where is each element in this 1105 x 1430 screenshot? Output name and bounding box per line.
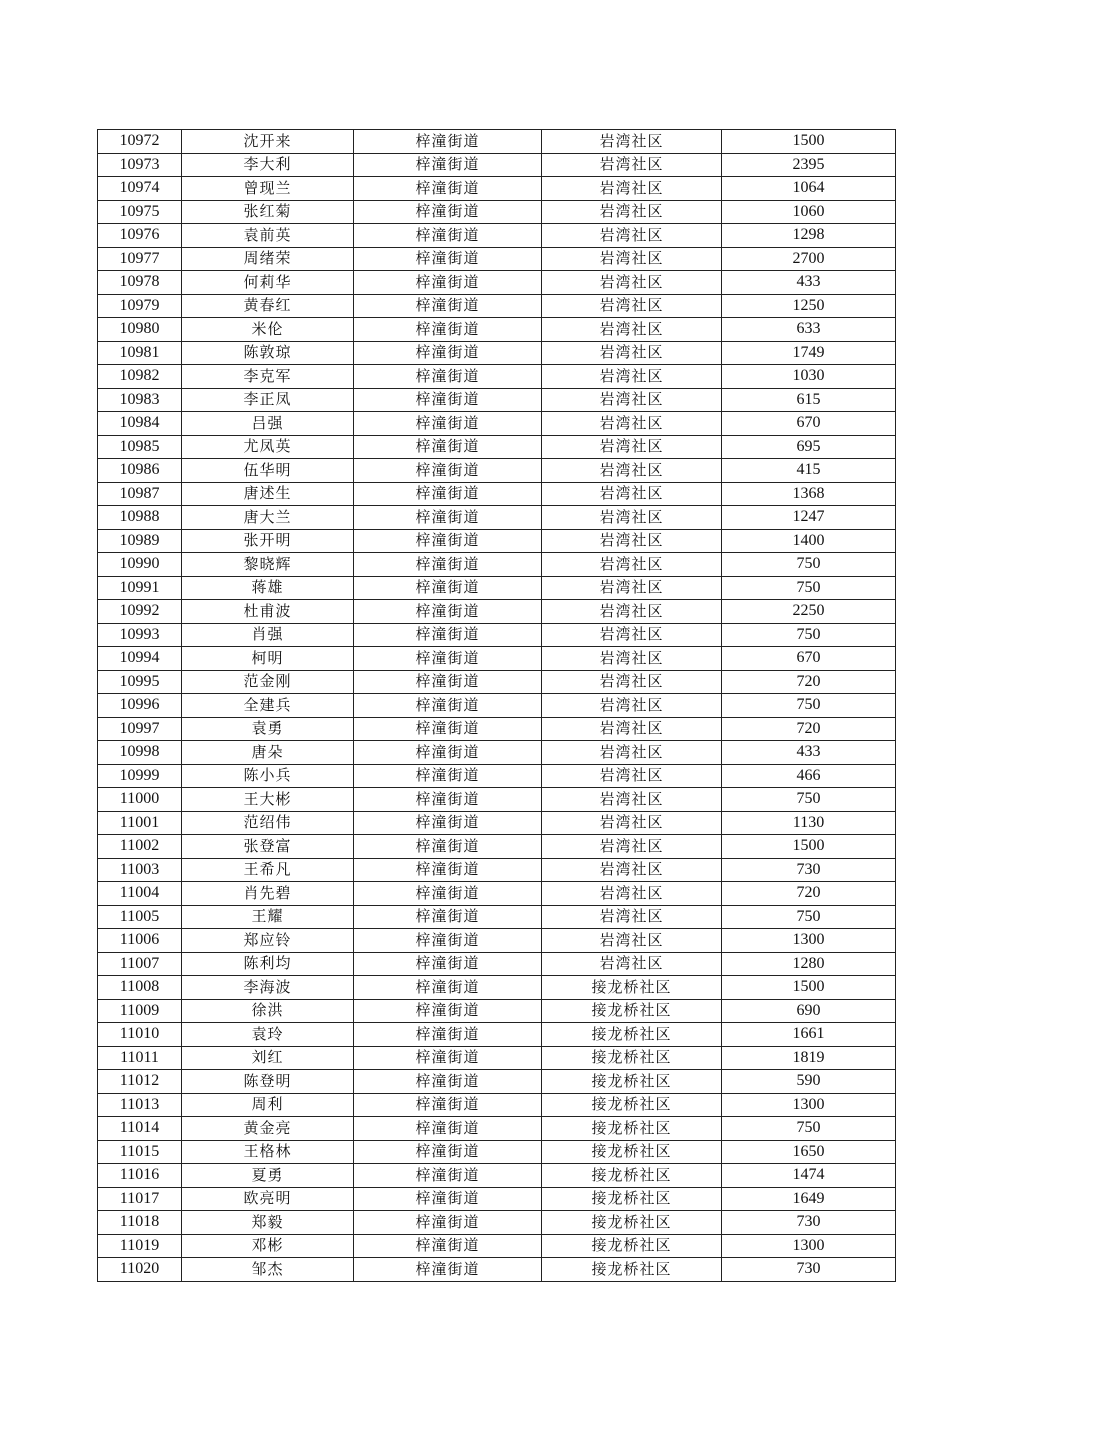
record-id-cell: 11004	[98, 882, 182, 906]
table-row	[98, 412, 896, 436]
amount-cell: 1300	[722, 1093, 896, 1117]
record-id-cell: 10984	[98, 412, 182, 436]
table-row	[98, 1023, 896, 1047]
community-cell: 岩湾社区	[542, 459, 722, 483]
record-id-cell: 10999	[98, 764, 182, 788]
table-row	[98, 482, 896, 506]
community-cell: 岩湾社区	[542, 388, 722, 412]
name-cell: 李正凤	[182, 388, 354, 412]
table-row	[98, 952, 896, 976]
community-cell: 接龙桥社区	[542, 1187, 722, 1211]
community-cell: 岩湾社区	[542, 130, 722, 154]
table-row	[98, 1164, 896, 1188]
subdistrict-cell: 梓潼街道	[354, 999, 542, 1023]
amount-cell: 590	[722, 1070, 896, 1094]
subdistrict-cell: 梓潼街道	[354, 882, 542, 906]
record-id-cell: 10997	[98, 717, 182, 741]
name-cell: 李大利	[182, 153, 354, 177]
subdistrict-cell: 梓潼街道	[354, 952, 542, 976]
record-id-cell: 10982	[98, 365, 182, 389]
table-row	[98, 623, 896, 647]
record-id-cell: 10992	[98, 600, 182, 624]
record-id-cell: 10987	[98, 482, 182, 506]
record-id-cell: 10991	[98, 576, 182, 600]
table-row	[98, 271, 896, 295]
name-cell: 周绪荣	[182, 247, 354, 271]
name-cell: 曾现兰	[182, 177, 354, 201]
name-cell: 全建兵	[182, 694, 354, 718]
community-cell: 岩湾社区	[542, 905, 722, 929]
subdistrict-cell: 梓潼街道	[354, 412, 542, 436]
table-row	[98, 177, 896, 201]
subdistrict-cell: 梓潼街道	[354, 294, 542, 318]
name-cell: 何莉华	[182, 271, 354, 295]
amount-cell: 1064	[722, 177, 896, 201]
table-row	[98, 435, 896, 459]
table-row	[98, 905, 896, 929]
record-id-cell: 11016	[98, 1164, 182, 1188]
subdistrict-cell: 梓潼街道	[354, 318, 542, 342]
name-cell: 伍华明	[182, 459, 354, 483]
subdistrict-cell: 梓潼街道	[354, 529, 542, 553]
amount-cell: 1500	[722, 835, 896, 859]
amount-cell: 750	[722, 694, 896, 718]
record-id-cell: 11001	[98, 811, 182, 835]
subdistrict-cell: 梓潼街道	[354, 553, 542, 577]
subdistrict-cell: 梓潼街道	[354, 1046, 542, 1070]
subdistrict-cell: 梓潼街道	[354, 741, 542, 765]
community-cell: 岩湾社区	[542, 670, 722, 694]
table-row	[98, 130, 896, 154]
table-row	[98, 318, 896, 342]
amount-cell: 1661	[722, 1023, 896, 1047]
amount-cell: 433	[722, 271, 896, 295]
table-row	[98, 200, 896, 224]
amount-cell: 720	[722, 717, 896, 741]
subdistrict-cell: 梓潼街道	[354, 482, 542, 506]
community-cell: 岩湾社区	[542, 529, 722, 553]
name-cell: 黄金亮	[182, 1117, 354, 1141]
subdistrict-cell: 梓潼街道	[354, 1093, 542, 1117]
amount-cell: 730	[722, 1258, 896, 1282]
record-id-cell: 10972	[98, 130, 182, 154]
community-cell: 岩湾社区	[542, 200, 722, 224]
subdistrict-cell: 梓潼街道	[354, 764, 542, 788]
subdistrict-cell: 梓潼街道	[354, 670, 542, 694]
table-row	[98, 459, 896, 483]
community-cell: 接龙桥社区	[542, 1046, 722, 1070]
name-cell: 张红菊	[182, 200, 354, 224]
amount-cell: 466	[722, 764, 896, 788]
record-id-cell: 10986	[98, 459, 182, 483]
name-cell: 尤凤英	[182, 435, 354, 459]
name-cell: 李克军	[182, 365, 354, 389]
subdistrict-cell: 梓潼街道	[354, 929, 542, 953]
community-cell: 岩湾社区	[542, 247, 722, 271]
name-cell: 袁玲	[182, 1023, 354, 1047]
subdistrict-cell: 梓潼街道	[354, 341, 542, 365]
community-cell: 岩湾社区	[542, 694, 722, 718]
record-id-cell: 10996	[98, 694, 182, 718]
community-cell: 接龙桥社区	[542, 1070, 722, 1094]
amount-cell: 1649	[722, 1187, 896, 1211]
community-cell: 岩湾社区	[542, 882, 722, 906]
record-id-cell: 10980	[98, 318, 182, 342]
name-cell: 刘红	[182, 1046, 354, 1070]
community-cell: 岩湾社区	[542, 623, 722, 647]
record-id-cell: 10973	[98, 153, 182, 177]
table-body	[98, 130, 896, 1282]
name-cell: 唐述生	[182, 482, 354, 506]
subdistrict-cell: 梓潼街道	[354, 365, 542, 389]
name-cell: 范金刚	[182, 670, 354, 694]
record-id-cell: 10985	[98, 435, 182, 459]
table-row	[98, 1093, 896, 1117]
record-id-cell: 11019	[98, 1234, 182, 1258]
table-row	[98, 153, 896, 177]
subdistrict-cell: 梓潼街道	[354, 905, 542, 929]
community-cell: 接龙桥社区	[542, 1211, 722, 1235]
amount-cell: 730	[722, 858, 896, 882]
record-id-cell: 10978	[98, 271, 182, 295]
name-cell: 邹杰	[182, 1258, 354, 1282]
community-cell: 岩湾社区	[542, 929, 722, 953]
amount-cell: 1060	[722, 200, 896, 224]
community-cell: 岩湾社区	[542, 576, 722, 600]
subdistrict-cell: 梓潼街道	[354, 811, 542, 835]
table-row	[98, 788, 896, 812]
name-cell: 王格林	[182, 1140, 354, 1164]
record-id-cell: 11017	[98, 1187, 182, 1211]
table-row	[98, 247, 896, 271]
name-cell: 张登富	[182, 835, 354, 859]
community-cell: 岩湾社区	[542, 788, 722, 812]
record-id-cell: 11010	[98, 1023, 182, 1047]
record-id-cell: 10998	[98, 741, 182, 765]
record-id-cell: 11020	[98, 1258, 182, 1282]
name-cell: 范绍伟	[182, 811, 354, 835]
table-row	[98, 1140, 896, 1164]
subdistrict-cell: 梓潼街道	[354, 623, 542, 647]
community-cell: 岩湾社区	[542, 341, 722, 365]
subdistrict-cell: 梓潼街道	[354, 600, 542, 624]
record-id-cell: 11011	[98, 1046, 182, 1070]
table-row	[98, 529, 896, 553]
subdistrict-cell: 梓潼街道	[354, 1187, 542, 1211]
subdistrict-cell: 梓潼街道	[354, 247, 542, 271]
name-cell: 陈登明	[182, 1070, 354, 1094]
table-row	[98, 764, 896, 788]
table-row	[98, 858, 896, 882]
table-row	[98, 224, 896, 248]
community-cell: 岩湾社区	[542, 294, 722, 318]
table-row	[98, 929, 896, 953]
record-id-cell: 11007	[98, 952, 182, 976]
amount-cell: 690	[722, 999, 896, 1023]
table-row	[98, 1117, 896, 1141]
community-cell: 接龙桥社区	[542, 976, 722, 1000]
table-row	[98, 576, 896, 600]
record-id-cell: 11014	[98, 1117, 182, 1141]
amount-cell: 670	[722, 412, 896, 436]
name-cell: 王大彬	[182, 788, 354, 812]
amount-cell: 720	[722, 882, 896, 906]
record-id-cell: 11018	[98, 1211, 182, 1235]
table-row	[98, 717, 896, 741]
name-cell: 吕强	[182, 412, 354, 436]
name-cell: 欧亮明	[182, 1187, 354, 1211]
amount-cell: 750	[722, 576, 896, 600]
subdistrict-cell: 梓潼街道	[354, 271, 542, 295]
table-row	[98, 1211, 896, 1235]
name-cell: 王耀	[182, 905, 354, 929]
name-cell: 袁前英	[182, 224, 354, 248]
record-id-cell: 10995	[98, 670, 182, 694]
table-row	[98, 388, 896, 412]
subdistrict-cell: 梓潼街道	[354, 858, 542, 882]
amount-cell: 695	[722, 435, 896, 459]
community-cell: 岩湾社区	[542, 506, 722, 530]
record-id-cell: 11002	[98, 835, 182, 859]
data-table	[97, 129, 896, 1282]
name-cell: 肖强	[182, 623, 354, 647]
community-cell: 岩湾社区	[542, 412, 722, 436]
amount-cell: 1130	[722, 811, 896, 835]
community-cell: 岩湾社区	[542, 811, 722, 835]
community-cell: 岩湾社区	[542, 858, 722, 882]
amount-cell: 670	[722, 647, 896, 671]
subdistrict-cell: 梓潼街道	[354, 224, 542, 248]
table-row	[98, 1258, 896, 1282]
subdistrict-cell: 梓潼街道	[354, 435, 542, 459]
subdistrict-cell: 梓潼街道	[354, 153, 542, 177]
name-cell: 郑应铃	[182, 929, 354, 953]
record-id-cell: 10989	[98, 529, 182, 553]
subdistrict-cell: 梓潼街道	[354, 459, 542, 483]
record-id-cell: 10993	[98, 623, 182, 647]
record-id-cell: 11005	[98, 905, 182, 929]
subdistrict-cell: 梓潼街道	[354, 694, 542, 718]
amount-cell: 1250	[722, 294, 896, 318]
amount-cell: 1298	[722, 224, 896, 248]
community-cell: 岩湾社区	[542, 952, 722, 976]
table-row	[98, 341, 896, 365]
subdistrict-cell: 梓潼街道	[354, 130, 542, 154]
community-cell: 岩湾社区	[542, 647, 722, 671]
name-cell: 周利	[182, 1093, 354, 1117]
table-row	[98, 976, 896, 1000]
amount-cell: 1500	[722, 130, 896, 154]
community-cell: 接龙桥社区	[542, 1117, 722, 1141]
amount-cell: 1030	[722, 365, 896, 389]
amount-cell: 1300	[722, 1234, 896, 1258]
name-cell: 李海波	[182, 976, 354, 1000]
table-row	[98, 1187, 896, 1211]
subdistrict-cell: 梓潼街道	[354, 1258, 542, 1282]
name-cell: 米伦	[182, 318, 354, 342]
record-id-cell: 11012	[98, 1070, 182, 1094]
table-row	[98, 365, 896, 389]
amount-cell: 1247	[722, 506, 896, 530]
name-cell: 陈小兵	[182, 764, 354, 788]
record-id-cell: 10988	[98, 506, 182, 530]
name-cell: 黄春红	[182, 294, 354, 318]
community-cell: 岩湾社区	[542, 553, 722, 577]
name-cell: 徐洪	[182, 999, 354, 1023]
subdistrict-cell: 梓潼街道	[354, 1211, 542, 1235]
amount-cell: 615	[722, 388, 896, 412]
community-cell: 岩湾社区	[542, 435, 722, 459]
subdistrict-cell: 梓潼街道	[354, 576, 542, 600]
amount-cell: 1280	[722, 952, 896, 976]
amount-cell: 1474	[722, 1164, 896, 1188]
community-cell: 岩湾社区	[542, 600, 722, 624]
table-row	[98, 741, 896, 765]
community-cell: 接龙桥社区	[542, 1258, 722, 1282]
community-cell: 岩湾社区	[542, 318, 722, 342]
community-cell: 岩湾社区	[542, 741, 722, 765]
community-cell: 岩湾社区	[542, 224, 722, 248]
name-cell: 郑毅	[182, 1211, 354, 1235]
table-row	[98, 999, 896, 1023]
name-cell: 邓彬	[182, 1234, 354, 1258]
record-id-cell: 11009	[98, 999, 182, 1023]
table-row	[98, 1070, 896, 1094]
record-id-cell: 10974	[98, 177, 182, 201]
name-cell: 陈敦琼	[182, 341, 354, 365]
table-row	[98, 1046, 896, 1070]
table-row	[98, 553, 896, 577]
record-id-cell: 10976	[98, 224, 182, 248]
name-cell: 蒋雄	[182, 576, 354, 600]
subdistrict-cell: 梓潼街道	[354, 1164, 542, 1188]
subdistrict-cell: 梓潼街道	[354, 976, 542, 1000]
table-row	[98, 600, 896, 624]
name-cell: 张开明	[182, 529, 354, 553]
subdistrict-cell: 梓潼街道	[354, 506, 542, 530]
subdistrict-cell: 梓潼街道	[354, 788, 542, 812]
name-cell: 唐大兰	[182, 506, 354, 530]
record-id-cell: 10983	[98, 388, 182, 412]
record-id-cell: 10994	[98, 647, 182, 671]
record-id-cell: 11008	[98, 976, 182, 1000]
community-cell: 接龙桥社区	[542, 1234, 722, 1258]
record-id-cell: 10975	[98, 200, 182, 224]
community-cell: 岩湾社区	[542, 764, 722, 788]
amount-cell: 1749	[722, 341, 896, 365]
community-cell: 接龙桥社区	[542, 1093, 722, 1117]
table-row	[98, 835, 896, 859]
amount-cell: 2250	[722, 600, 896, 624]
table-row	[98, 694, 896, 718]
name-cell: 唐朵	[182, 741, 354, 765]
record-id-cell: 11006	[98, 929, 182, 953]
amount-cell: 2395	[722, 153, 896, 177]
subdistrict-cell: 梓潼街道	[354, 1140, 542, 1164]
name-cell: 陈利均	[182, 952, 354, 976]
community-cell: 岩湾社区	[542, 482, 722, 506]
amount-cell: 1368	[722, 482, 896, 506]
record-id-cell: 11013	[98, 1093, 182, 1117]
name-cell: 夏勇	[182, 1164, 354, 1188]
amount-cell: 750	[722, 623, 896, 647]
community-cell: 接龙桥社区	[542, 999, 722, 1023]
record-id-cell: 10981	[98, 341, 182, 365]
amount-cell: 750	[722, 1117, 896, 1141]
amount-cell: 1819	[722, 1046, 896, 1070]
community-cell: 岩湾社区	[542, 271, 722, 295]
amount-cell: 433	[722, 741, 896, 765]
subdistrict-cell: 梓潼街道	[354, 717, 542, 741]
name-cell: 杜甫波	[182, 600, 354, 624]
community-cell: 岩湾社区	[542, 177, 722, 201]
subdistrict-cell: 梓潼街道	[354, 388, 542, 412]
community-cell: 接龙桥社区	[542, 1140, 722, 1164]
subdistrict-cell: 梓潼街道	[354, 647, 542, 671]
name-cell: 黎晓辉	[182, 553, 354, 577]
name-cell: 袁勇	[182, 717, 354, 741]
record-id-cell: 10979	[98, 294, 182, 318]
table-row	[98, 506, 896, 530]
subdistrict-cell: 梓潼街道	[354, 835, 542, 859]
subdistrict-cell: 梓潼街道	[354, 177, 542, 201]
community-cell: 接龙桥社区	[542, 1164, 722, 1188]
community-cell: 岩湾社区	[542, 153, 722, 177]
table-row	[98, 647, 896, 671]
table-row	[98, 670, 896, 694]
subdistrict-cell: 梓潼街道	[354, 200, 542, 224]
amount-cell: 750	[722, 553, 896, 577]
subdistrict-cell: 梓潼街道	[354, 1023, 542, 1047]
amount-cell: 1500	[722, 976, 896, 1000]
community-cell: 岩湾社区	[542, 717, 722, 741]
amount-cell: 633	[722, 318, 896, 342]
table-row	[98, 811, 896, 835]
name-cell: 柯明	[182, 647, 354, 671]
amount-cell: 2700	[722, 247, 896, 271]
record-id-cell: 10977	[98, 247, 182, 271]
amount-cell: 1650	[722, 1140, 896, 1164]
amount-cell: 720	[722, 670, 896, 694]
name-cell: 肖先碧	[182, 882, 354, 906]
amount-cell: 730	[722, 1211, 896, 1235]
name-cell: 王希凡	[182, 858, 354, 882]
amount-cell: 1400	[722, 529, 896, 553]
subdistrict-cell: 梓潼街道	[354, 1070, 542, 1094]
table-row	[98, 1234, 896, 1258]
amount-cell: 750	[722, 905, 896, 929]
table-row	[98, 294, 896, 318]
record-id-cell: 10990	[98, 553, 182, 577]
record-id-cell: 11015	[98, 1140, 182, 1164]
community-cell: 接龙桥社区	[542, 1023, 722, 1047]
table-row	[98, 882, 896, 906]
community-cell: 岩湾社区	[542, 835, 722, 859]
community-cell: 岩湾社区	[542, 365, 722, 389]
amount-cell: 415	[722, 459, 896, 483]
subdistrict-cell: 梓潼街道	[354, 1234, 542, 1258]
record-id-cell: 11000	[98, 788, 182, 812]
record-id-cell: 11003	[98, 858, 182, 882]
subdistrict-cell: 梓潼街道	[354, 1117, 542, 1141]
name-cell: 沈开来	[182, 130, 354, 154]
amount-cell: 1300	[722, 929, 896, 953]
amount-cell: 750	[722, 788, 896, 812]
